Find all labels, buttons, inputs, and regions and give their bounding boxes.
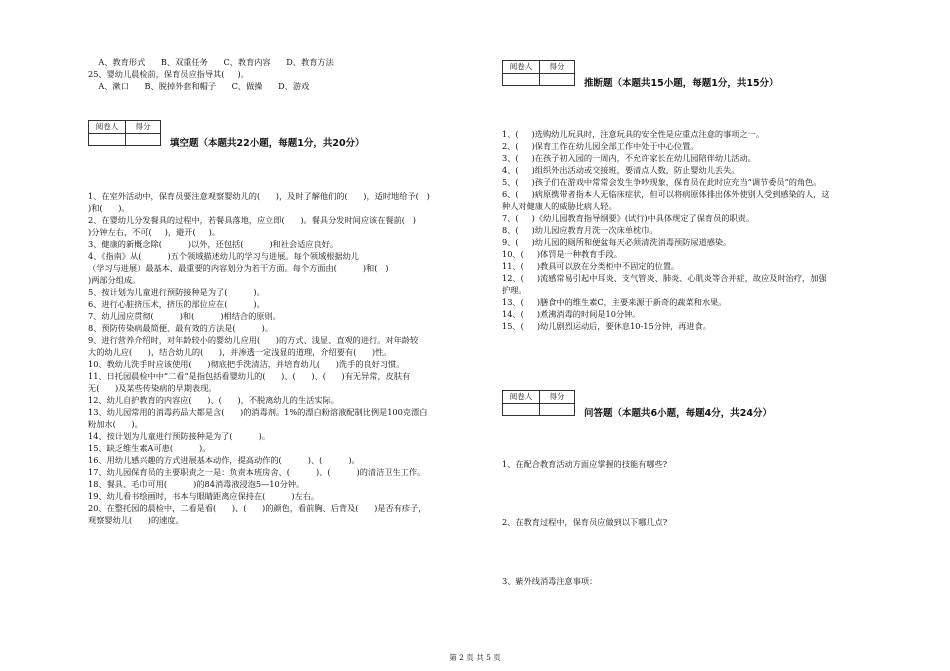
score-cell[interactable] <box>126 134 161 146</box>
fill-line: 11、日托园晨检中中“二看”是指包括看婴幼儿的( )、( )、( )有无异常，皮肤有 <box>88 371 411 381</box>
score-cell[interactable] <box>540 74 575 86</box>
fill-line: 观察婴幼儿( )的速度。 <box>88 515 184 525</box>
judge-line: 1、( )选购幼儿玩具时，注意玩具的安全性是应重点注意的事项之一。 <box>502 129 765 139</box>
fill-line: 大的幼儿应( )，结合幼儿的( )，并渗透一定浅显的道理，介绍要有( )性。 <box>88 347 392 357</box>
fill-line: 9、进行营养介绍时，对年龄较小的婴幼儿应用( )的方式、浅显、直观的进行。对年龄较 <box>88 335 419 345</box>
fill-line: 12、幼儿自护教育的内容应( )、( )，不脱离幼儿的生活实际。 <box>88 395 339 405</box>
left-column <box>88 56 488 92</box>
judge-line: 3、( )在孩子初入园的一周内，不允许家长在幼儿园陪伴幼儿活动。 <box>502 153 756 163</box>
judge-line: 5、( )孩子们在游戏中常常会发生争吵现象，保育员在此时应充当“调节委员”的角色。 <box>502 177 822 187</box>
judge-line: 护理。 <box>502 285 527 295</box>
judge-line: 12、( )流感常易引起中耳炎、支气管炎、肺炎、心肌炎等合并症，故应及时治疗，加强 <box>502 273 827 283</box>
fill-line: 10、教幼儿洗手时应该使用( )彻底把手洗清洁，并培育幼儿( )洗手的良好习惯。 <box>88 359 405 369</box>
fill-line: 13、幼儿园常用的消毒药品大都是含( )的消毒剂。1%的漂白粉溶液配制比例是100克漂白 <box>88 407 428 417</box>
grader-label: 阅卷人 <box>503 391 540 404</box>
judge-questions <box>502 128 912 332</box>
fill-line: 2、在婴幼儿分发餐具的过程中，若餐具落地，应立即( )。餐具分发时间应该在餐前( ) <box>88 215 416 225</box>
fill-line: 1、在室外活动中，保育员要注意观察婴幼儿的( )，及时了解他们的( )，适时地给予( ) <box>88 191 430 201</box>
fill-line: 无( )及某些传染病的早期表现。 <box>88 383 217 393</box>
fill-line: 5、按计划为儿童进行预防接种是为了( )。 <box>88 287 265 297</box>
score-cell[interactable] <box>540 404 575 416</box>
score-label: 得分 <box>540 61 575 74</box>
score-label: 得分 <box>540 391 575 404</box>
grader-label: 阅卷人 <box>503 61 540 74</box>
judge-line: 10、( )体罚是一种教育手段。 <box>502 249 622 259</box>
fill-line: 17、幼儿园保育员的主要职责之一是：负责本班房舍、( )、( )的清洁卫生工作。 <box>88 467 426 477</box>
fill-line: 粉加水( )。 <box>88 419 143 429</box>
judge-line: 6、( )病原携带者指本人无临床症状，但可以将病原体排出体外使别人受到感染的人，这 <box>502 189 830 199</box>
fill-line: 19、幼儿看书绘画时，书本与眼睛距离应保持在( )左右。 <box>88 491 320 501</box>
page-number-footer: 第 2 页 共 5 页 <box>449 653 501 662</box>
fill-line: 15、缺乏维生素A可患( )。 <box>88 443 211 453</box>
option-line-25: A、漱口 B、脱掉外套和帽子 C、做操 D、游戏 <box>88 81 310 91</box>
fill-line: （学习与进展）最基本、最重要的内容划分为若干方面。每个方面由( )和( ) <box>88 263 389 273</box>
fill-line: 6、进行心脏挤压术，挤压的部位应在( )。 <box>88 299 265 309</box>
judge-line: 2、( )保育工作在幼儿园全部工作中处于中心位置。 <box>502 141 699 151</box>
judge-line: 8、( )幼儿园应教育月洗一次床单枕巾。 <box>502 225 658 235</box>
fill-line: 7、幼儿园应贯彻( )和( )相结合的原则。 <box>88 311 281 321</box>
fill-line: 16、用幼儿感兴趣的方式进展基本动作，提高动作的( )、( )。 <box>88 455 360 465</box>
judge-line: 15、( )幼儿剧烈运动后，要休息10-15分钟，再进食。 <box>502 321 711 331</box>
grader-cell[interactable] <box>503 74 540 86</box>
qa-question-2: 2、在教育过程中，保育员应做到以下哪几点? <box>502 517 668 527</box>
fill-line: 20、在整托园的晨检中，二看是看( )、( )的颜色，看前胸、后背及( )是否有疹子， <box>88 503 427 513</box>
qa-question-3: 3、紫外线消毒注意事项： <box>502 576 598 586</box>
fill-line: )两部分组成。 <box>88 275 141 285</box>
fill-line: 14、按计划为儿童进行预防接种是为了( )。 <box>88 431 271 441</box>
score-box-judge <box>502 60 575 86</box>
fill-line: 18、餐具、毛巾可用( )的84消毒液浸泡5—10分钟。 <box>88 479 305 489</box>
judge-line: 11、( )教具可以放在分类柜中不固定的位置。 <box>502 261 680 271</box>
qa-question-1: 1、在配合教育活动方面应掌握的技能有哪些? <box>502 459 668 469</box>
score-box-qa <box>502 390 575 416</box>
section-title-judge: 推断题（本题共15小题，每题1分，共15分） <box>584 78 779 89</box>
judge-line: 13、( )膳食中的维生素C，主要来源于新奇的蔬菜和水果。 <box>502 297 727 307</box>
question-25: 25、婴幼儿晨检前，保育员应指导其( )。 <box>88 69 249 79</box>
fill-line: )和( )。 <box>88 203 130 213</box>
judge-line: 4、( )组织外出活动或交接班，要清点人数，防止婴幼儿丢失。 <box>502 165 740 175</box>
judge-line: 9、( )幼儿园的厕所和便盆每天必须清洗消毒预防尿道感染。 <box>502 237 732 247</box>
grader-label: 阅卷人 <box>89 121 126 134</box>
judge-line: 14、( )煮沸消毒的时间是10分钟。 <box>502 309 641 319</box>
fill-line: 8、预防传染病最简便、最有效的方法是( )。 <box>88 323 273 333</box>
fill-line: )分钟左右，不可( )，避开( )。 <box>88 227 221 237</box>
score-label: 得分 <box>126 121 161 134</box>
option-line-24: A、教育形式 B、双重任务 C、教育内容 D、教育方法 <box>88 57 334 67</box>
grader-cell[interactable] <box>89 134 126 146</box>
section-title-fill: 填空题（本题共22小题，每题1分，共20分） <box>170 138 365 149</box>
fill-line: 4、《指南》从( )五个领域描述幼儿的学习与进展。每个领域根据幼儿 <box>88 251 359 261</box>
section-title-qa: 问答题（本题共6小题，每题4分，共24分） <box>584 408 772 419</box>
fill-questions <box>88 190 488 526</box>
score-box-fill <box>88 120 161 146</box>
judge-line: 7、( )《幼儿园教育指导纲要》(试行)中具体规定了保育员的职责。 <box>502 213 755 223</box>
fill-line: 3、健康的新概念除( )以外，还包括( )和社会适应良好。 <box>88 239 339 249</box>
judge-line: 种人对健康人的威胁比病人轻。 <box>502 201 617 211</box>
grader-cell[interactable] <box>503 404 540 416</box>
